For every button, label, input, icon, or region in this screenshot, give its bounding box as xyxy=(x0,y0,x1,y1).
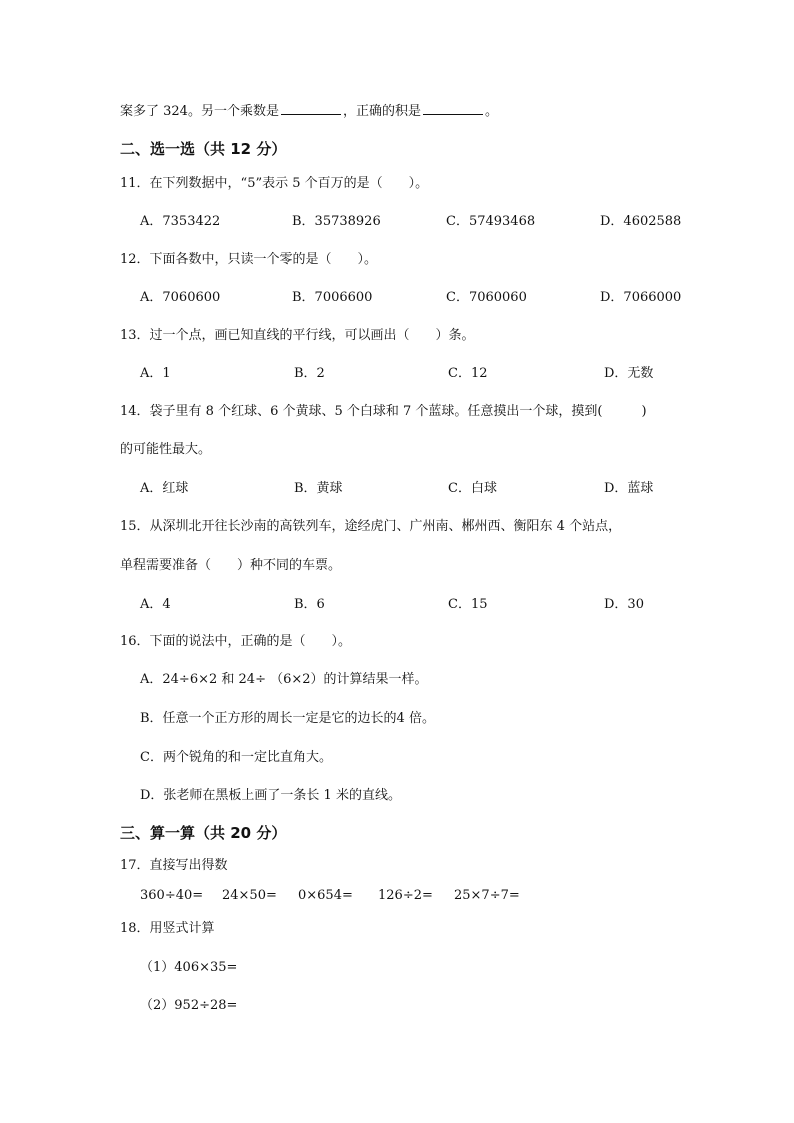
q15-option-c[interactable]: C．15 xyxy=(448,597,488,612)
q11-option-d[interactable]: D．4602588 xyxy=(600,214,682,229)
q10-text-pre: 案多了 324。另一个乘数是 xyxy=(120,104,279,119)
q16-option-b[interactable]: B．任意一个正方形的周长一定是它的边长的4 倍。 xyxy=(140,711,435,726)
section-3-heading: 三、算一算（共 20 分） xyxy=(120,824,287,842)
question-18-stem: 18．用竖式计算 xyxy=(120,921,215,936)
q16-option-c[interactable]: C．两个锐角的和一定比直角大。 xyxy=(140,750,332,765)
q12-option-d[interactable]: D．7066000 xyxy=(600,290,682,305)
question-17-stem: 17．直接写出得数 xyxy=(120,858,228,873)
q14-option-c[interactable]: C．白球 xyxy=(448,481,497,496)
q12-option-b[interactable]: B．7006600 xyxy=(292,290,373,305)
question-15-stem-line1: 15．从深圳北开往长沙南的高铁列车，途经虎门、广州南、郴州西、衡阳东 4 个站点， xyxy=(120,519,622,534)
q12-option-a[interactable]: A．7060600 xyxy=(140,290,221,305)
q17-item-4: 126÷2= xyxy=(378,888,433,903)
answer-blank-multiplier[interactable] xyxy=(281,102,341,115)
q11-option-b[interactable]: B．35738926 xyxy=(292,214,381,229)
q17-item-2: 24×50= xyxy=(222,888,277,903)
q14-option-b[interactable]: B．黄球 xyxy=(294,481,343,496)
q13-option-d[interactable]: D．无数 xyxy=(604,366,654,381)
q11-option-c[interactable]: C．57493468 xyxy=(446,214,536,229)
q17-item-1: 360÷40= xyxy=(140,888,204,903)
section-2-heading: 二、选一选（共 12 分） xyxy=(120,140,287,158)
q18-item-1: （1）406×35= xyxy=(140,960,238,975)
q16-option-d[interactable]: D．张老师在黑板上画了一条长 1 米的直线。 xyxy=(140,788,401,803)
q17-item-5: 25×7÷7= xyxy=(454,888,520,903)
q18-item-2: （2）952÷28= xyxy=(140,998,238,1013)
q14-option-d[interactable]: D．蓝球 xyxy=(604,481,654,496)
q13-option-b[interactable]: B．2 xyxy=(294,366,325,381)
q15-option-a[interactable]: A．4 xyxy=(140,597,171,612)
question-14-stem-line2: 的可能性最大。 xyxy=(120,442,212,457)
question-11-stem: 11．在下列数据中，“5”表示 5 个百万的是（ ）。 xyxy=(120,176,429,191)
q15-option-b[interactable]: B．6 xyxy=(294,597,325,612)
question-12-stem: 12．下面各数中，只读一个零的是（ ）。 xyxy=(120,252,378,267)
question-16-stem: 16．下面的说法中，正确的是（ ）。 xyxy=(120,634,352,649)
q13-option-a[interactable]: A．1 xyxy=(140,366,171,381)
q12-option-c[interactable]: C．7060060 xyxy=(446,290,527,305)
q16-option-a[interactable]: A．24÷6×2 和 24÷ （6×2）的计算结果一样。 xyxy=(140,672,428,687)
q10-text-post: 。 xyxy=(484,104,498,119)
question-14-stem-line1: 14．袋子里有 8 个红球、6 个黄球、5 个白球和 7 个蓝球。任意摸出一个球，摸到( ) xyxy=(120,404,647,419)
q11-option-a[interactable]: A．7353422 xyxy=(140,214,221,229)
q17-item-3: 0×654= xyxy=(298,888,353,903)
question-10-tail xyxy=(120,100,498,119)
question-15-stem-line2: 单程需要准备（ ）种不同的车票。 xyxy=(120,558,342,573)
question-13-stem: 13．过一个点，画已知直线的平行线，可以画出（ ）条。 xyxy=(120,328,475,343)
q13-option-c[interactable]: C．12 xyxy=(448,366,488,381)
q14-option-a[interactable]: A．红球 xyxy=(140,481,189,496)
q15-option-d[interactable]: D．30 xyxy=(604,597,644,612)
answer-blank-product[interactable] xyxy=(423,102,483,115)
q10-text-mid: ，正确的积是 xyxy=(342,104,421,119)
